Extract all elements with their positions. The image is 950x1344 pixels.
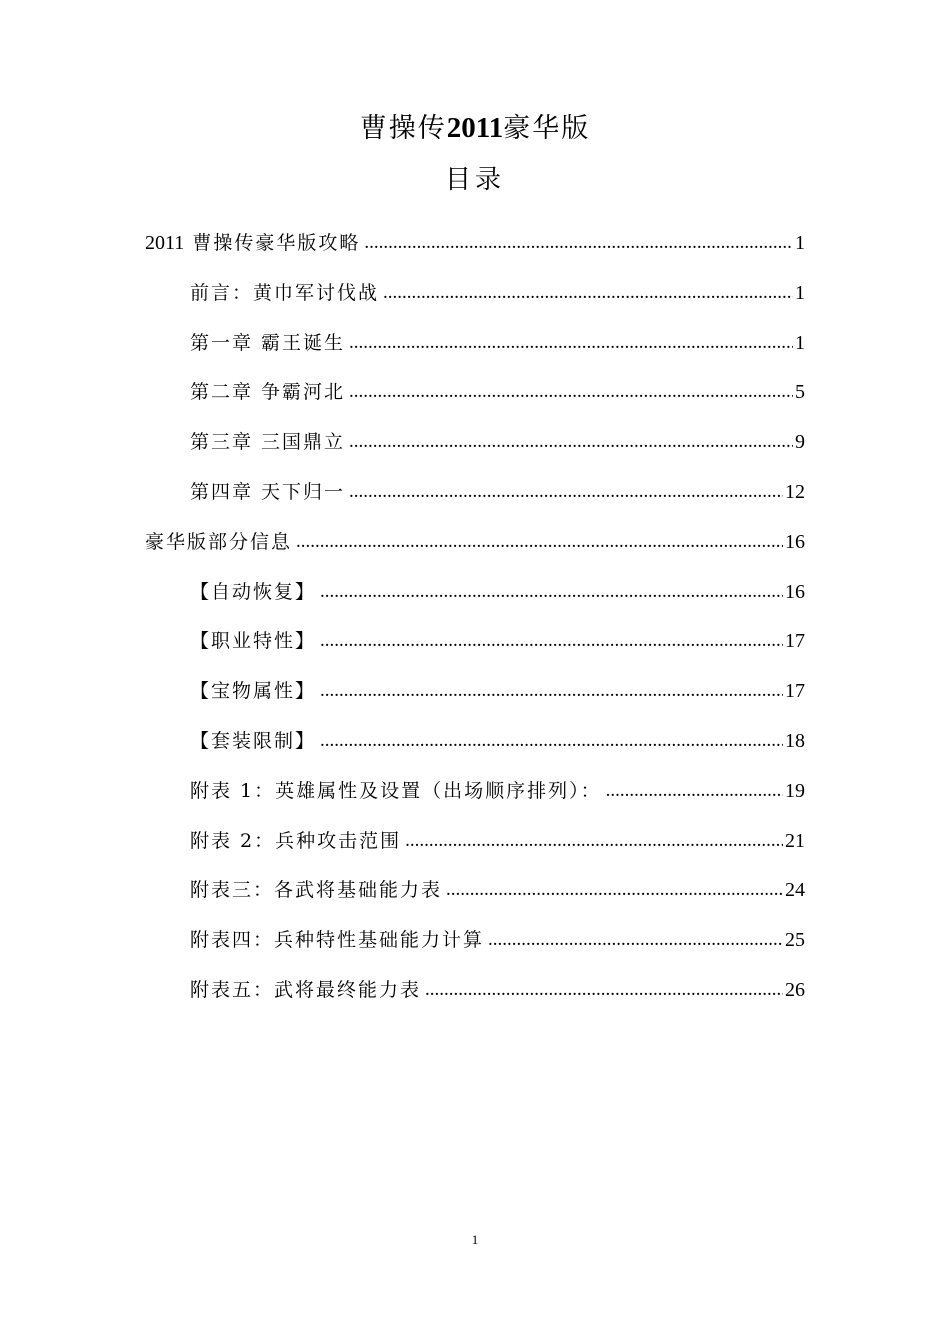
toc-entry-page: 24 [785, 879, 805, 901]
toc-entry-title [145, 230, 360, 256]
toc-entry-title-number: 2011 [145, 232, 185, 254]
toc-dot-leader [320, 728, 783, 754]
toc-dot-leader [320, 678, 783, 704]
page-number: 1 [471, 1232, 479, 1247]
toc-entry[interactable] [190, 714, 805, 754]
toc-entry-title [190, 579, 316, 605]
document-title-prefix: 曹操传 [359, 113, 447, 144]
document-title-suffix: 豪华版 [503, 113, 591, 144]
toc-entry-title-text: 第一章 霸王诞生 [190, 332, 346, 354]
toc-entry[interactable] [190, 814, 805, 854]
toc-entry-page: 16 [785, 581, 805, 603]
toc-dot-leader [296, 529, 783, 555]
toc-dot-leader [349, 479, 783, 505]
toc-entry[interactable] [190, 614, 805, 654]
document-title-year: 2011 [446, 112, 504, 144]
toc-entry[interactable] [190, 913, 805, 953]
toc-entry-title-text: 附表五：武将最终能力表 [190, 979, 422, 1001]
toc-entry-title-text: 【自动恢复】 [190, 581, 317, 603]
toc-entry-page: 12 [785, 481, 805, 503]
toc-entry-title [145, 529, 292, 555]
toc-dot-leader [349, 379, 793, 405]
toc-entry-title [190, 330, 345, 356]
toc-entry-title-text: 【宝物属性】 [190, 680, 317, 702]
toc-entry-title-text: 第四章 天下归一 [190, 481, 346, 503]
toc-heading: 目录 [444, 165, 505, 195]
toc-entry-title-text: 第三章 三国鼎立 [190, 431, 346, 453]
toc-entry-page: 9 [795, 431, 805, 453]
toc-entry-title [190, 280, 379, 306]
toc-entry[interactable] [190, 664, 805, 704]
toc-entry-title-text: 附表 1：英雄属性及设置（出场顺序排列）： [190, 780, 602, 802]
toc-dot-leader [320, 579, 783, 605]
toc-entry[interactable] [190, 266, 805, 306]
toc-entry[interactable] [190, 465, 805, 505]
toc-dot-leader [349, 330, 793, 356]
toc-entry[interactable] [190, 963, 805, 1003]
toc-dot-leader [383, 280, 793, 306]
toc-entry-page: 1 [795, 232, 805, 254]
toc-entry-title-text: 附表三：各武将基础能力表 [190, 879, 443, 901]
toc-entry-title [190, 379, 345, 405]
toc-entry-title [190, 628, 316, 654]
toc-entry-page: 17 [785, 680, 805, 702]
toc-entry-title [190, 877, 442, 903]
toc-entry-title-text: 【职业特性】 [190, 630, 317, 652]
toc-entry-title [190, 479, 345, 505]
toc-dot-leader [446, 877, 783, 903]
toc-entry[interactable] [190, 565, 805, 605]
toc-entry-page: 17 [785, 630, 805, 652]
toc-entry-page: 19 [785, 780, 805, 802]
toc-entry-page: 26 [785, 979, 805, 1001]
toc-entry-page: 18 [785, 730, 805, 752]
toc-entry-page: 16 [785, 531, 805, 553]
toc-entry-title [190, 828, 401, 854]
toc-entry[interactable] [145, 216, 805, 256]
toc-entry[interactable] [145, 515, 805, 555]
toc-dot-leader [320, 628, 783, 654]
toc-entry[interactable] [190, 415, 805, 455]
toc-entry[interactable] [190, 365, 805, 405]
toc-dot-leader [349, 429, 793, 455]
toc-dot-leader [405, 828, 783, 854]
toc-entry-title [190, 977, 421, 1003]
toc-entry-title [190, 728, 316, 754]
toc-entry-title-text: 第二章 争霸河北 [190, 381, 346, 403]
toc-entry-page: 21 [785, 830, 805, 852]
toc-dot-leader [425, 977, 783, 1003]
toc-entry[interactable] [190, 316, 805, 356]
toc-entry-title [190, 429, 345, 455]
toc-entry-title-text: 前言：黄巾军讨伐战 [190, 282, 380, 304]
toc-entry-page: 1 [795, 282, 805, 304]
toc-entry-title-text: 附表 2：兵种攻击范围 [190, 830, 402, 852]
toc-entry-title-text: 豪华版部分信息 [145, 531, 293, 553]
document-title [0, 108, 950, 149]
toc-entry[interactable] [190, 764, 805, 804]
toc-entry-title-text: 附表四：兵种特性基础能力计算 [190, 929, 485, 951]
toc-entry-title-text: 曹操传豪华版攻略 [192, 232, 361, 254]
toc-dot-leader [364, 230, 793, 256]
toc-entry-page: 1 [795, 332, 805, 354]
toc-entry-title-text: 【套装限制】 [190, 730, 317, 752]
toc-entry-title [190, 678, 316, 704]
toc-entry[interactable] [190, 863, 805, 903]
toc-entry-title [190, 778, 602, 804]
toc-entry-title [190, 927, 484, 953]
toc-entry-page: 5 [795, 381, 805, 403]
toc-dot-leader [606, 778, 783, 804]
toc-entry-page: 25 [785, 929, 805, 951]
toc-dot-leader [488, 927, 783, 953]
